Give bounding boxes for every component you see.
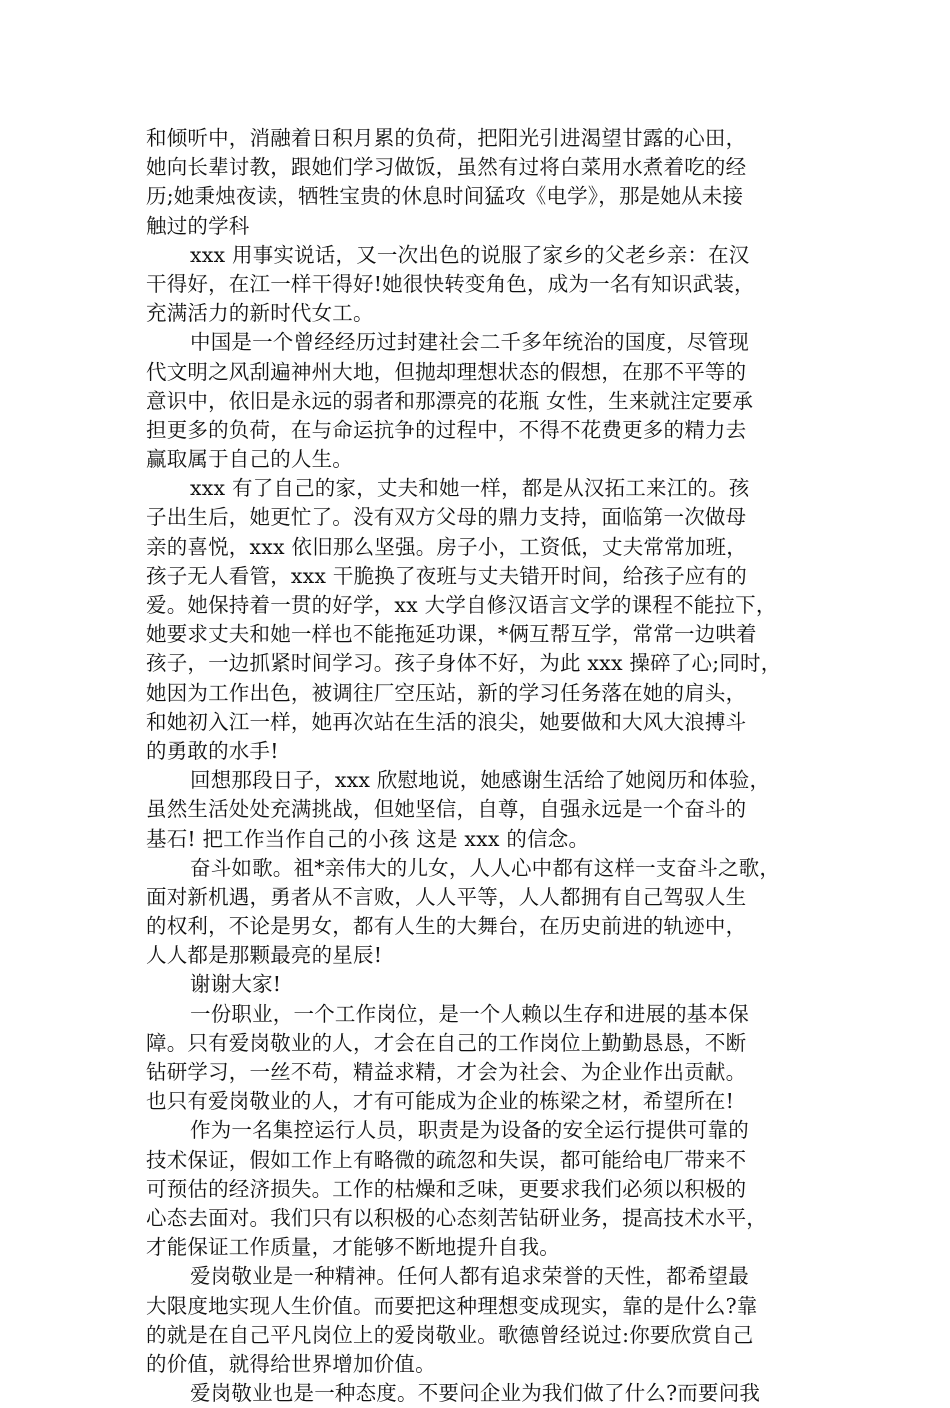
- document-body: [146, 124, 810, 1408]
- text-line: 人人都是那颗最亮的星辰!: [146, 943, 383, 968]
- text-line: 赢取属于自己的人生。: [146, 447, 353, 472]
- text-line: 爱。她保持着一贯的好学，xx 大学自修汉语言文学的课程不能拉下，: [146, 593, 777, 617]
- text-line: 中国是一个曾经经历过封建社会二千多年统治的国度，尽管现: [190, 330, 749, 355]
- text-line: 的权利，不论是男女，都有人生的大舞台，在历史前进的轨迹中，: [146, 914, 747, 939]
- text-line: 技术保证，假如工作上有略微的疏忽和失误，都可能给电厂带来不: [146, 1147, 747, 1172]
- text-line: 大限度地实现人生价值。而要把这种理想变成现实，靠的是什么?靠: [146, 1293, 758, 1318]
- text-line: 钻研学习，一丝不苟，精益求精，才会为社会、为企业作出贡献。: [146, 1060, 747, 1084]
- text-line: 爱岗敬业是一种精神。任何人都有追求荣誉的天性，都希望最: [190, 1264, 749, 1289]
- text-line: 也只有爱岗敬业的人，才有可能成为企业的栋梁之材，希望所在!: [146, 1089, 735, 1114]
- text-line: 和倾听中，消融着日积月累的负荷，把阳光引进渴望甘露的心田，: [146, 126, 747, 150]
- text-line: 意识中，依旧是永远的弱者和那漂亮的花瓶 女性，生来就注定要承: [146, 388, 754, 413]
- text-line: 才能保证工作质量，才能够不断地提升自我。: [146, 1235, 560, 1260]
- text-line: 奋斗如歌。祖*亲伟大的儿女，人人心中都有这样一支奋斗之歌，: [190, 855, 781, 880]
- text-line: 历;她秉烛夜读，牺牲宝贵的休息时间猛攻《电学》，那是她从未接: [146, 184, 744, 209]
- text-line: 的价值，就得给世界增加价值。: [146, 1351, 436, 1376]
- text-line: 她向长辈讨教，跟她们学习做饭，虽然有过将白菜用水煮着吃的经: [146, 155, 747, 180]
- text-line: 她要求丈夫和她一样也不能拖延功课，*俩互帮互学，常常一边哄着: [146, 622, 757, 647]
- text-line: 亲的喜悦，xxx 依旧那么坚强。房子小，工资低，丈夫常常加班，: [146, 534, 747, 559]
- text-line: 充满活力的新时代女工。: [146, 301, 374, 326]
- text-line: 可预估的经济损失。工作的枯燥和乏味，更要求我们必须以积极的: [146, 1176, 747, 1201]
- text-line: 障。只有爱岗敬业的人，才会在自己的工作岗位上勤勤恳恳，不断: [146, 1030, 747, 1055]
- text-line: 和她初入江一样，她再次站在生活的浪尖，她要做和大风大浪搏斗: [146, 709, 747, 734]
- text-line: 一份职业，一个工作岗位，是一个人赖以生存和进展的基本保: [190, 1001, 749, 1026]
- text-line: 她因为工作出色，被调往厂空压站，新的学习任务落在她的肩头，: [146, 680, 747, 705]
- text-line: 作为一名集控运行人员，职责是为设备的安全运行提供可靠的: [190, 1118, 749, 1143]
- text-line: 的勇敢的水手!: [146, 738, 279, 763]
- text-line: 基石! 把工作当作自己的小孩 这是 xxx 的信念。: [146, 826, 590, 851]
- text-line: 面对新机遇，勇者从不言败，人人平等，人人都拥有自己驾驭人生: [146, 884, 747, 909]
- text-line: 心态去面对。我们只有以积极的心态刻苦钻研业务，提高技术水平，: [146, 1205, 767, 1230]
- text-line: 爱岗敬业也是一种态度。不要问企业为我们做了什么?而要问我: [190, 1381, 761, 1406]
- text-line: 代文明之风刮遍神州大地，但抛却理想状态的假想，在那不平等的: [146, 359, 747, 384]
- text-line: 孩子无人看管，xxx 干脆换了夜班与丈夫错开时间，给孩子应有的: [146, 563, 747, 588]
- text-line: 谢谢大家!: [190, 972, 282, 997]
- text-line: 触过的学科: [146, 213, 250, 238]
- text-line: 干得好，在江一样干得好!她很快转变角色，成为一名有知识武装，: [146, 271, 755, 296]
- text-line: 孩子，一边抓紧时间学习。孩子身体不好，为此 xxx 操碎了心;同时，: [146, 651, 782, 676]
- text-line: 回想那段日子，xxx 欣慰地说，她感谢生活给了她阅历和体验，: [190, 768, 771, 793]
- text-line: 担更多的负荷，在与命运抗争的过程中，不得不花费更多的精力去: [146, 417, 747, 442]
- text-line: xxx 有了自己的家，丈夫和她一样，都是从汉拓工来江的。孩: [190, 476, 750, 501]
- text-line: 的就是在自己平凡岗位上的爱岗敬业。歌德曾经说过:你要欣赏自己: [146, 1322, 754, 1347]
- text-line: xxx 用事实说话，又一次出色的说服了家乡的父老乡亲：在汉: [190, 242, 750, 267]
- text-line: 子出生后，她更忙了。没有双方父母的鼎力支持，面临第一次做母: [146, 505, 747, 530]
- text-line: 虽然生活处处充满挑战，但她坚信，自尊，自强永远是一个奋斗的: [146, 797, 747, 822]
